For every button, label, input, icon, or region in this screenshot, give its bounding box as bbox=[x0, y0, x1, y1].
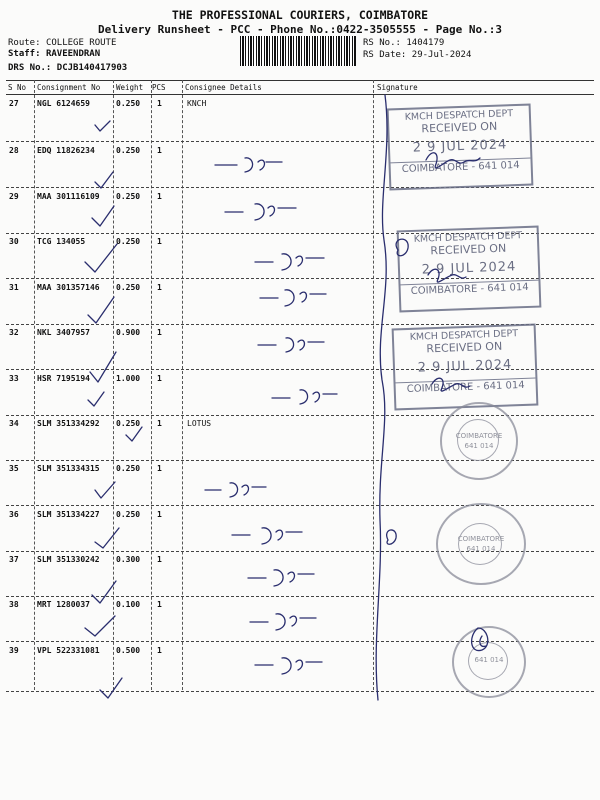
cell-pcs: 1 bbox=[157, 146, 162, 155]
tick-mark bbox=[92, 206, 114, 226]
stamp-city: COIMBATORE - 641 014 bbox=[395, 378, 535, 396]
cell-weight: 0.250 bbox=[116, 237, 141, 246]
tick-mark bbox=[95, 482, 115, 498]
tick-mark bbox=[95, 121, 110, 131]
cell-weight: 1.000 bbox=[116, 374, 141, 383]
cell-sno: 29 bbox=[9, 192, 19, 201]
signature-scribble bbox=[426, 153, 480, 168]
seal-city: COIMBATORE bbox=[455, 432, 503, 440]
cell-sno: 28 bbox=[9, 146, 19, 155]
cell-weight: 0.100 bbox=[116, 600, 141, 609]
stamp-received: RECEIVED ON bbox=[426, 339, 503, 356]
cell-consignment: SLM 351330242 bbox=[37, 555, 100, 564]
stamp-dept: KMCH DESPATCH DEPT bbox=[413, 230, 523, 245]
stamp-city: COIMBATORE - 641 014 bbox=[390, 158, 530, 176]
cell-pcs: 1 bbox=[157, 99, 162, 108]
cell-weight: 0.250 bbox=[116, 99, 141, 108]
cell-consignment: SLM 351334315 bbox=[37, 464, 100, 473]
cell-sno: 34 bbox=[9, 419, 19, 428]
cell-pcs: 1 bbox=[157, 283, 162, 292]
ditto-mark bbox=[215, 158, 282, 172]
rs-no-value: 1404179 bbox=[406, 38, 445, 48]
tick-mark bbox=[95, 528, 119, 548]
cell-sno: 37 bbox=[9, 555, 19, 564]
cell-consignment: NGL 6124659 bbox=[37, 99, 90, 108]
ditto-mark bbox=[272, 390, 337, 404]
cell-sno: 32 bbox=[9, 328, 19, 337]
col-header-pcs: PCS bbox=[152, 83, 166, 92]
cell-consignment: EDQ 11826234 bbox=[37, 146, 95, 155]
cell-consignee: LOTUS bbox=[187, 419, 212, 428]
drs-label: DRS No.: bbox=[8, 63, 52, 73]
header-title: THE PROFESSIONAL COURIERS, COIMBATORE bbox=[171, 8, 429, 22]
cell-weight: 0.250 bbox=[116, 510, 141, 519]
seal-pin: 641 014 bbox=[464, 442, 494, 450]
cell-pcs: 1 bbox=[157, 237, 162, 246]
cell-pcs: 1 bbox=[157, 600, 162, 609]
header-subtitle: Delivery Runsheet - PCC - Phone No.:0422-3505555 - Page No.:3 bbox=[98, 23, 502, 36]
cell-sno: 38 bbox=[9, 600, 19, 609]
stamp-city: COIMBATORE - 641 014 bbox=[400, 280, 538, 298]
cell-weight: 0.250 bbox=[116, 419, 141, 428]
cell-consignment: VPL 522331081 bbox=[37, 646, 100, 655]
cell-sno: 30 bbox=[9, 237, 19, 246]
cell-pcs: 1 bbox=[157, 464, 162, 473]
cell-weight: 0.250 bbox=[116, 464, 141, 473]
col-header-signature: Signature bbox=[377, 83, 418, 92]
tick-mark bbox=[95, 172, 113, 188]
stamp-received: RECEIVED ON bbox=[430, 241, 507, 258]
stamp-dept: KMCH DESPATCH DEPT bbox=[404, 108, 514, 123]
drs-value: DCJB140417903 bbox=[56, 63, 128, 73]
ditto-mark bbox=[250, 614, 316, 630]
cell-sno: 27 bbox=[9, 99, 19, 108]
staff-value: RAVEENDRAN bbox=[45, 49, 101, 59]
col-header-weight: Weight bbox=[116, 83, 144, 92]
initial-mark bbox=[396, 239, 408, 256]
cell-pcs: 1 bbox=[157, 374, 162, 383]
rs-no-label: RS No.: bbox=[363, 38, 401, 48]
cell-pcs: 1 bbox=[157, 646, 162, 655]
signature-scribble bbox=[428, 269, 466, 282]
cell-consignment: SLM 351334292 bbox=[37, 419, 100, 428]
cell-sno: 31 bbox=[9, 283, 19, 292]
ditto-mark bbox=[248, 570, 314, 586]
cell-weight: 0.250 bbox=[116, 283, 141, 292]
stamp-received: RECEIVED ON bbox=[421, 119, 498, 136]
tick-mark bbox=[88, 297, 114, 323]
stamp-date: 2 9 JUL 2024 bbox=[412, 137, 508, 156]
seal-city: COIMBATORE bbox=[457, 535, 505, 543]
tick-mark bbox=[126, 427, 142, 441]
cell-pcs: 1 bbox=[157, 555, 162, 564]
cell-consignment: NKL 3407957 bbox=[37, 328, 90, 337]
signature-scribble bbox=[432, 378, 470, 391]
cell-consignment: SLM 351334227 bbox=[37, 510, 100, 519]
cell-pcs: 1 bbox=[157, 192, 162, 201]
staff-label: Staff: bbox=[8, 49, 41, 59]
route-label: Route: bbox=[8, 38, 41, 48]
route-value: COLLEGE ROUTE bbox=[45, 38, 117, 48]
tick-mark bbox=[92, 581, 116, 603]
cell-consignment: HSR 7195194 bbox=[37, 374, 90, 383]
tick-mark bbox=[85, 616, 115, 636]
cell-consignment: TCG 134055 bbox=[37, 237, 86, 246]
ditto-mark bbox=[255, 658, 322, 674]
tick-mark bbox=[85, 244, 117, 272]
ditto-mark bbox=[205, 483, 266, 497]
col-header-consignment: Consignment No bbox=[37, 83, 101, 92]
cell-consignment: MAA 301116109 bbox=[37, 192, 100, 201]
ditto-mark bbox=[225, 204, 296, 220]
cell-consignment: MRT 1280037 bbox=[37, 600, 90, 609]
cell-weight: 0.300 bbox=[116, 555, 141, 564]
cell-weight: 0.250 bbox=[116, 192, 141, 201]
cell-consignment: MAA 301357146 bbox=[37, 283, 100, 292]
cell-weight: 0.500 bbox=[116, 646, 141, 655]
col-header-consignee: Consignee Details bbox=[185, 83, 262, 92]
stamp-date: 2 9 JUL 2024 bbox=[417, 357, 513, 376]
tick-mark bbox=[100, 678, 122, 698]
stamp-date: 2 9 JUL 2024 bbox=[421, 259, 517, 278]
cell-weight: 0.250 bbox=[116, 146, 141, 155]
rs-date-value: 29-Jul-2024 bbox=[411, 50, 472, 60]
cell-sno: 33 bbox=[9, 374, 19, 383]
seal-pin: 641 014 bbox=[466, 545, 496, 553]
ditto-mark bbox=[255, 254, 324, 270]
cell-consignee: KNCH bbox=[187, 99, 207, 108]
cell-pcs: 1 bbox=[157, 328, 162, 337]
ditto-mark bbox=[258, 338, 324, 352]
ditto-mark bbox=[260, 290, 326, 306]
col-header-sno: S No bbox=[8, 83, 27, 92]
cell-sno: 36 bbox=[9, 510, 19, 519]
initial-mark bbox=[472, 628, 488, 651]
tick-mark bbox=[90, 352, 116, 382]
brace-mark bbox=[376, 95, 387, 700]
cell-pcs: 1 bbox=[157, 510, 162, 519]
cell-sno: 35 bbox=[9, 464, 19, 473]
ditto-mark bbox=[232, 528, 302, 544]
initial-mark bbox=[387, 530, 397, 544]
cell-pcs: 1 bbox=[157, 419, 162, 428]
cell-weight: 0.900 bbox=[116, 328, 141, 337]
tick-mark bbox=[88, 392, 104, 406]
stamp-dept: KMCH DESPATCH DEPT bbox=[409, 328, 519, 343]
cell-sno: 39 bbox=[9, 646, 19, 655]
rs-date-label: RS Date: bbox=[363, 50, 407, 60]
seal-pin: 641 014 bbox=[474, 656, 504, 664]
